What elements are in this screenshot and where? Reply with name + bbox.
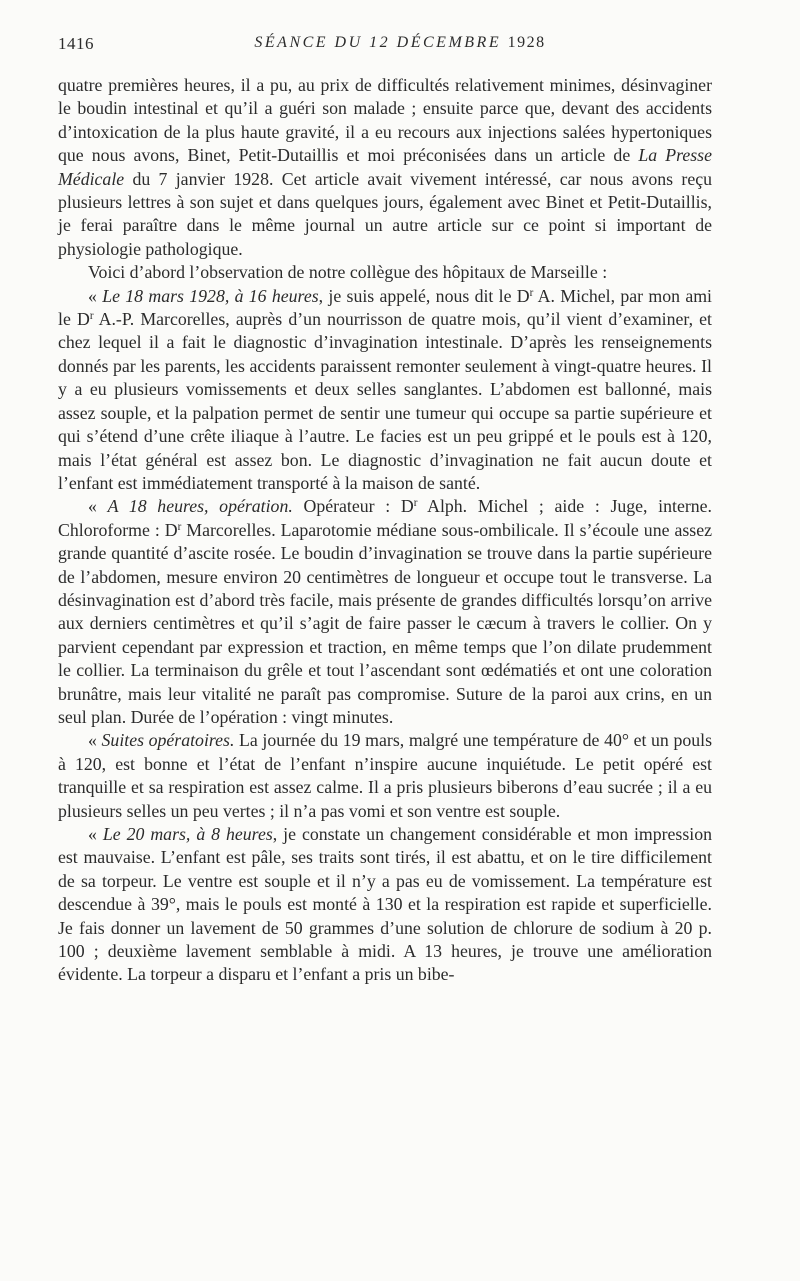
paragraph bbox=[58, 823, 712, 987]
text-segment: du 7 janvier 1928. Cet article avait vivement intéressé, car nous avons reçu plusieurs lettres à son sujet et dans quelques jours, également avec Binet et Petit-Dutaillis, je ferai paraître dans le même journal un autre article sur ce point si important de physiologie pathologique. bbox=[58, 168, 712, 259]
italic-text: Suites opératoires. bbox=[101, 730, 235, 751]
paragraph bbox=[58, 285, 712, 496]
text-segment: Alph. Michel ; aide : Juge, interne. Chloroforme : D bbox=[58, 496, 712, 540]
text-segment: , je suis appelé, nous dit le D bbox=[318, 285, 530, 306]
superscript: r bbox=[529, 286, 534, 299]
paragraph bbox=[58, 729, 712, 823]
page-number: 1416 bbox=[58, 34, 94, 53]
body-text bbox=[58, 74, 712, 987]
text-segment: , je constate un changement considérable et mon impression est mauvaise. L’enfant est pâle, ses traits sont tirés, il est abattu, et on le tire difficilement de sa torpeur. Le ventre est souple et il n’y a pas eu de vomissement. La température est descendue à 39°, mais le pouls est monté à 130 et la respiration est rapide et superficielle. Je fais donner un lavement de 50 grammes d’une solution de chlorure de sodium à 20 p. 100 ; deuxième lavement semblable à midi. A 13 heures, je trouve une amélioration évidente. La torpeur a disparu et l’enfant a pris un bibe- bbox=[58, 824, 712, 985]
paragraph bbox=[58, 261, 712, 284]
text-segment: « bbox=[88, 496, 108, 517]
text-segment: La journée du 19 mars, malgré une température de 40° et un pouls à 120, est bonne et l’état de l’enfant n’inspire aucune inquiétude. Le petit opéré est tranquille et sa respiration est assez calme. Il a pris plusieurs biberons d’eau sucrée ; il a eu plusieurs selles un peu vertes ; il n’a pas vomi et son ventre est souple. bbox=[58, 730, 712, 821]
text-segment: Opérateur : D bbox=[292, 496, 414, 517]
text-segment: A. Michel, par mon ami le D bbox=[58, 285, 712, 330]
paragraph bbox=[58, 495, 712, 729]
text-segment: « bbox=[88, 285, 103, 306]
page-header bbox=[58, 34, 742, 58]
italic-text: A 18 heures, opération. bbox=[107, 496, 293, 517]
text-segment: « bbox=[88, 824, 103, 844]
paragraph bbox=[58, 74, 712, 261]
italic-text: La Presse Médicale bbox=[58, 145, 712, 189]
running-title-year: 1928 bbox=[507, 34, 546, 51]
text-segment: A.-P. Marcorelles, auprès d’un nourrisson de quatre mois, qu’il vient d’examiner, et chez lequel il a fait le diagnostic d’invagination intestinale. D’après les renseignements donnés par les parents, les accidents paraissent remonter seulement à vingt-quatre heures. Il y a eu plusieurs vomissements et deux selles sanglantes. L’abdomen est ballonné, mais assez souple, et la palpation permet de sentir une tumeur qui occupe sa partie supérieure et qui s’étend d’une crête iliaque à l’autre. Le facies est un peu grippé et le pouls est à 120, mais l’état général est assez bon. Le diagnostic d’invagination ne fait aucun doute et l’enfant est immédiatement transporté à la maison de santé. bbox=[58, 309, 712, 493]
italic-text: Le 18 mars 1928, à 16 heures bbox=[102, 285, 319, 306]
italic-text: Le 20 mars, à 8 heures bbox=[102, 824, 273, 844]
running-title-text: SÉANCE DU 12 DÉCEMBRE bbox=[254, 34, 502, 51]
running-title bbox=[58, 34, 742, 52]
text-segment: « bbox=[88, 730, 102, 751]
text-segment: Marcorelles. Laparotomie médiane sous-ombilicale. Il s’écoule une assez grande quantité d’ascite rosée. Le boudin d’invagination se trouve dans la partie supérieure de l’abdomen, mesure environ 20 centimètres de longueur et occupe tout le transverse. La désinvagination est d’abord très facile, mais présente de grandes difficultés lorsqu’on arrive aux derniers centimètres et qu’il s’agit de faire passer le cæcum à travers le collier. On y parvient cependant par expression et traction, en même temps que l’on dilate prudemment le collier. La terminaison du grêle et tout l’ascendant sont œdématiés et ont une coloration brunâtre, mais leur vitalité ne paraît pas compromise. Suture de la paroi aux crins, en un seul plan. Durée de l’opération : vingt minutes. bbox=[58, 519, 712, 727]
superscript: r bbox=[177, 520, 182, 533]
text-segment: Voici d’abord l’observation de notre collègue des hôpitaux de Marseille : bbox=[88, 262, 608, 283]
superscript: r bbox=[413, 497, 418, 510]
superscript: r bbox=[89, 310, 94, 322]
text-segment: quatre premières heures, il a pu, au prix de difficultés relativement minimes, désinvaginer le boudin intestinal et qu’il a guéri son malade ; ensuite parce que, devant des accidents d’intoxication de la plus haute gravité, il a eu recours aux injections salées hypertoniques que nous avons, Binet, Petit-Dutaillis et moi préconisées dans un article de bbox=[58, 75, 712, 166]
